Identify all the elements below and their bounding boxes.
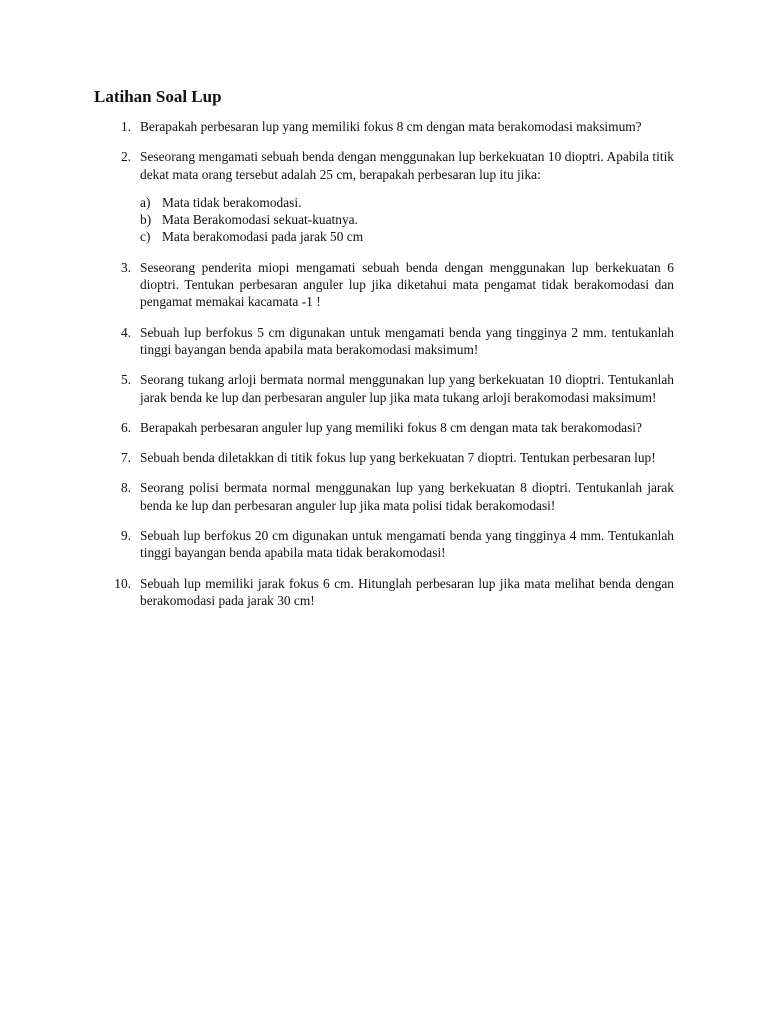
sub-question-letter: c) — [140, 229, 151, 245]
question-item — [94, 118, 674, 135]
question-body — [140, 449, 674, 466]
question-item — [94, 259, 674, 311]
question-item — [94, 371, 674, 406]
question-item — [94, 527, 674, 562]
question-item — [94, 324, 674, 359]
question-item — [94, 479, 674, 514]
question-number: 8. — [120, 480, 131, 496]
question-text: Seseorang penderita miopi mengamati sebuah benda dengan menggunakan lup berkekuatan 6 dioptri. Tentukan perbesaran anguler lup jika diketahui mata pengamat tidak berakomodasi dan pengamat memakai kacamata -1 ! — [140, 259, 674, 310]
question-number: 4. — [120, 324, 131, 340]
question-text: Seorang tukang arloji bermata normal menggunakan lup yang berkekuatan 10 dioptri. Tentukanlah jarak benda ke lup dan perbesaran anguler lup jika mata tukang arloji berakomodasi maksimum! — [140, 372, 674, 405]
question-body — [140, 419, 674, 436]
question-number: 9. — [120, 528, 131, 544]
question-text: Sebuah lup memiliki jarak fokus 6 cm. Hitunglah perbesaran lup jika mata melihat benda dengan berakomodasi pada jarak 30 cm! — [140, 575, 674, 608]
question-body — [140, 118, 674, 135]
question-number: 1. — [120, 119, 131, 134]
question-list — [94, 118, 674, 622]
sub-question-letter: a) — [140, 194, 151, 210]
sub-question-letter: b) — [140, 212, 152, 228]
question-number: 2. — [120, 149, 131, 165]
question-body — [140, 527, 674, 562]
question-text: Berapakah perbesaran lup yang memiliki fokus 8 cm dengan mata berakomodasi maksimum? — [140, 119, 642, 134]
question-body — [140, 479, 674, 514]
question-text: Seseorang mengamati sebuah benda dengan menggunakan lup berkekuatan 10 dioptri. Apabila titik dekat mata orang tersebut adalah 25 cm, berapakah perbesaran lup itu jika: — [140, 149, 674, 182]
sub-question-item — [140, 228, 674, 245]
question-body — [140, 371, 674, 406]
question-text: Sebuah benda diletakkan di titik fokus lup yang berkekuatan 7 dioptri. Tentukan perbesaran lup! — [140, 450, 656, 466]
question-text: Seorang polisi bermata normal menggunakan lup yang berkekuatan 8 dioptri. Tentukanlah jarak benda ke lup dan perbesaran anguler lup jika mata polisi tidak berakomodasi! — [140, 480, 674, 513]
sub-question-item — [140, 194, 674, 211]
question-number: 10. — [114, 575, 131, 591]
question-number: 7. — [120, 450, 131, 466]
sub-question-text: Mata berakomodasi pada jarak 50 cm — [162, 229, 364, 245]
question-body — [140, 575, 674, 610]
question-number: 5. — [120, 372, 131, 388]
question-text: Berapakah perbesaran anguler lup yang memiliki fokus 8 cm dengan mata tak berakomodasi? — [140, 419, 642, 435]
question-item — [94, 148, 674, 245]
question-number: 3. — [120, 259, 131, 275]
question-item — [94, 575, 674, 610]
document-title: Latihan Soal Lup — [94, 87, 222, 106]
question-text: Sebuah lup berfokus 5 cm digunakan untuk mengamati benda yang tingginya 2 mm. tentukanlah tinggi bayangan benda apabila mata berakomodasi maksimum! — [140, 324, 674, 357]
question-text: Sebuah lup berfokus 20 cm digunakan untuk mengamati benda yang tingginya 4 mm. Tentukanlah tinggi bayangan benda apabila mata tidak berakomodasi! — [140, 528, 674, 561]
sub-question-item — [140, 211, 674, 228]
question-item — [94, 449, 674, 466]
question-body — [140, 148, 674, 245]
question-body — [140, 324, 674, 359]
sub-question-text: Mata tidak berakomodasi. — [162, 194, 302, 210]
sub-question-list — [140, 194, 674, 246]
question-body — [140, 259, 674, 311]
question-number: 6. — [120, 419, 131, 435]
question-item — [94, 419, 674, 436]
sub-question-text: Mata Berakomodasi sekuat-kuatnya. — [162, 212, 358, 228]
